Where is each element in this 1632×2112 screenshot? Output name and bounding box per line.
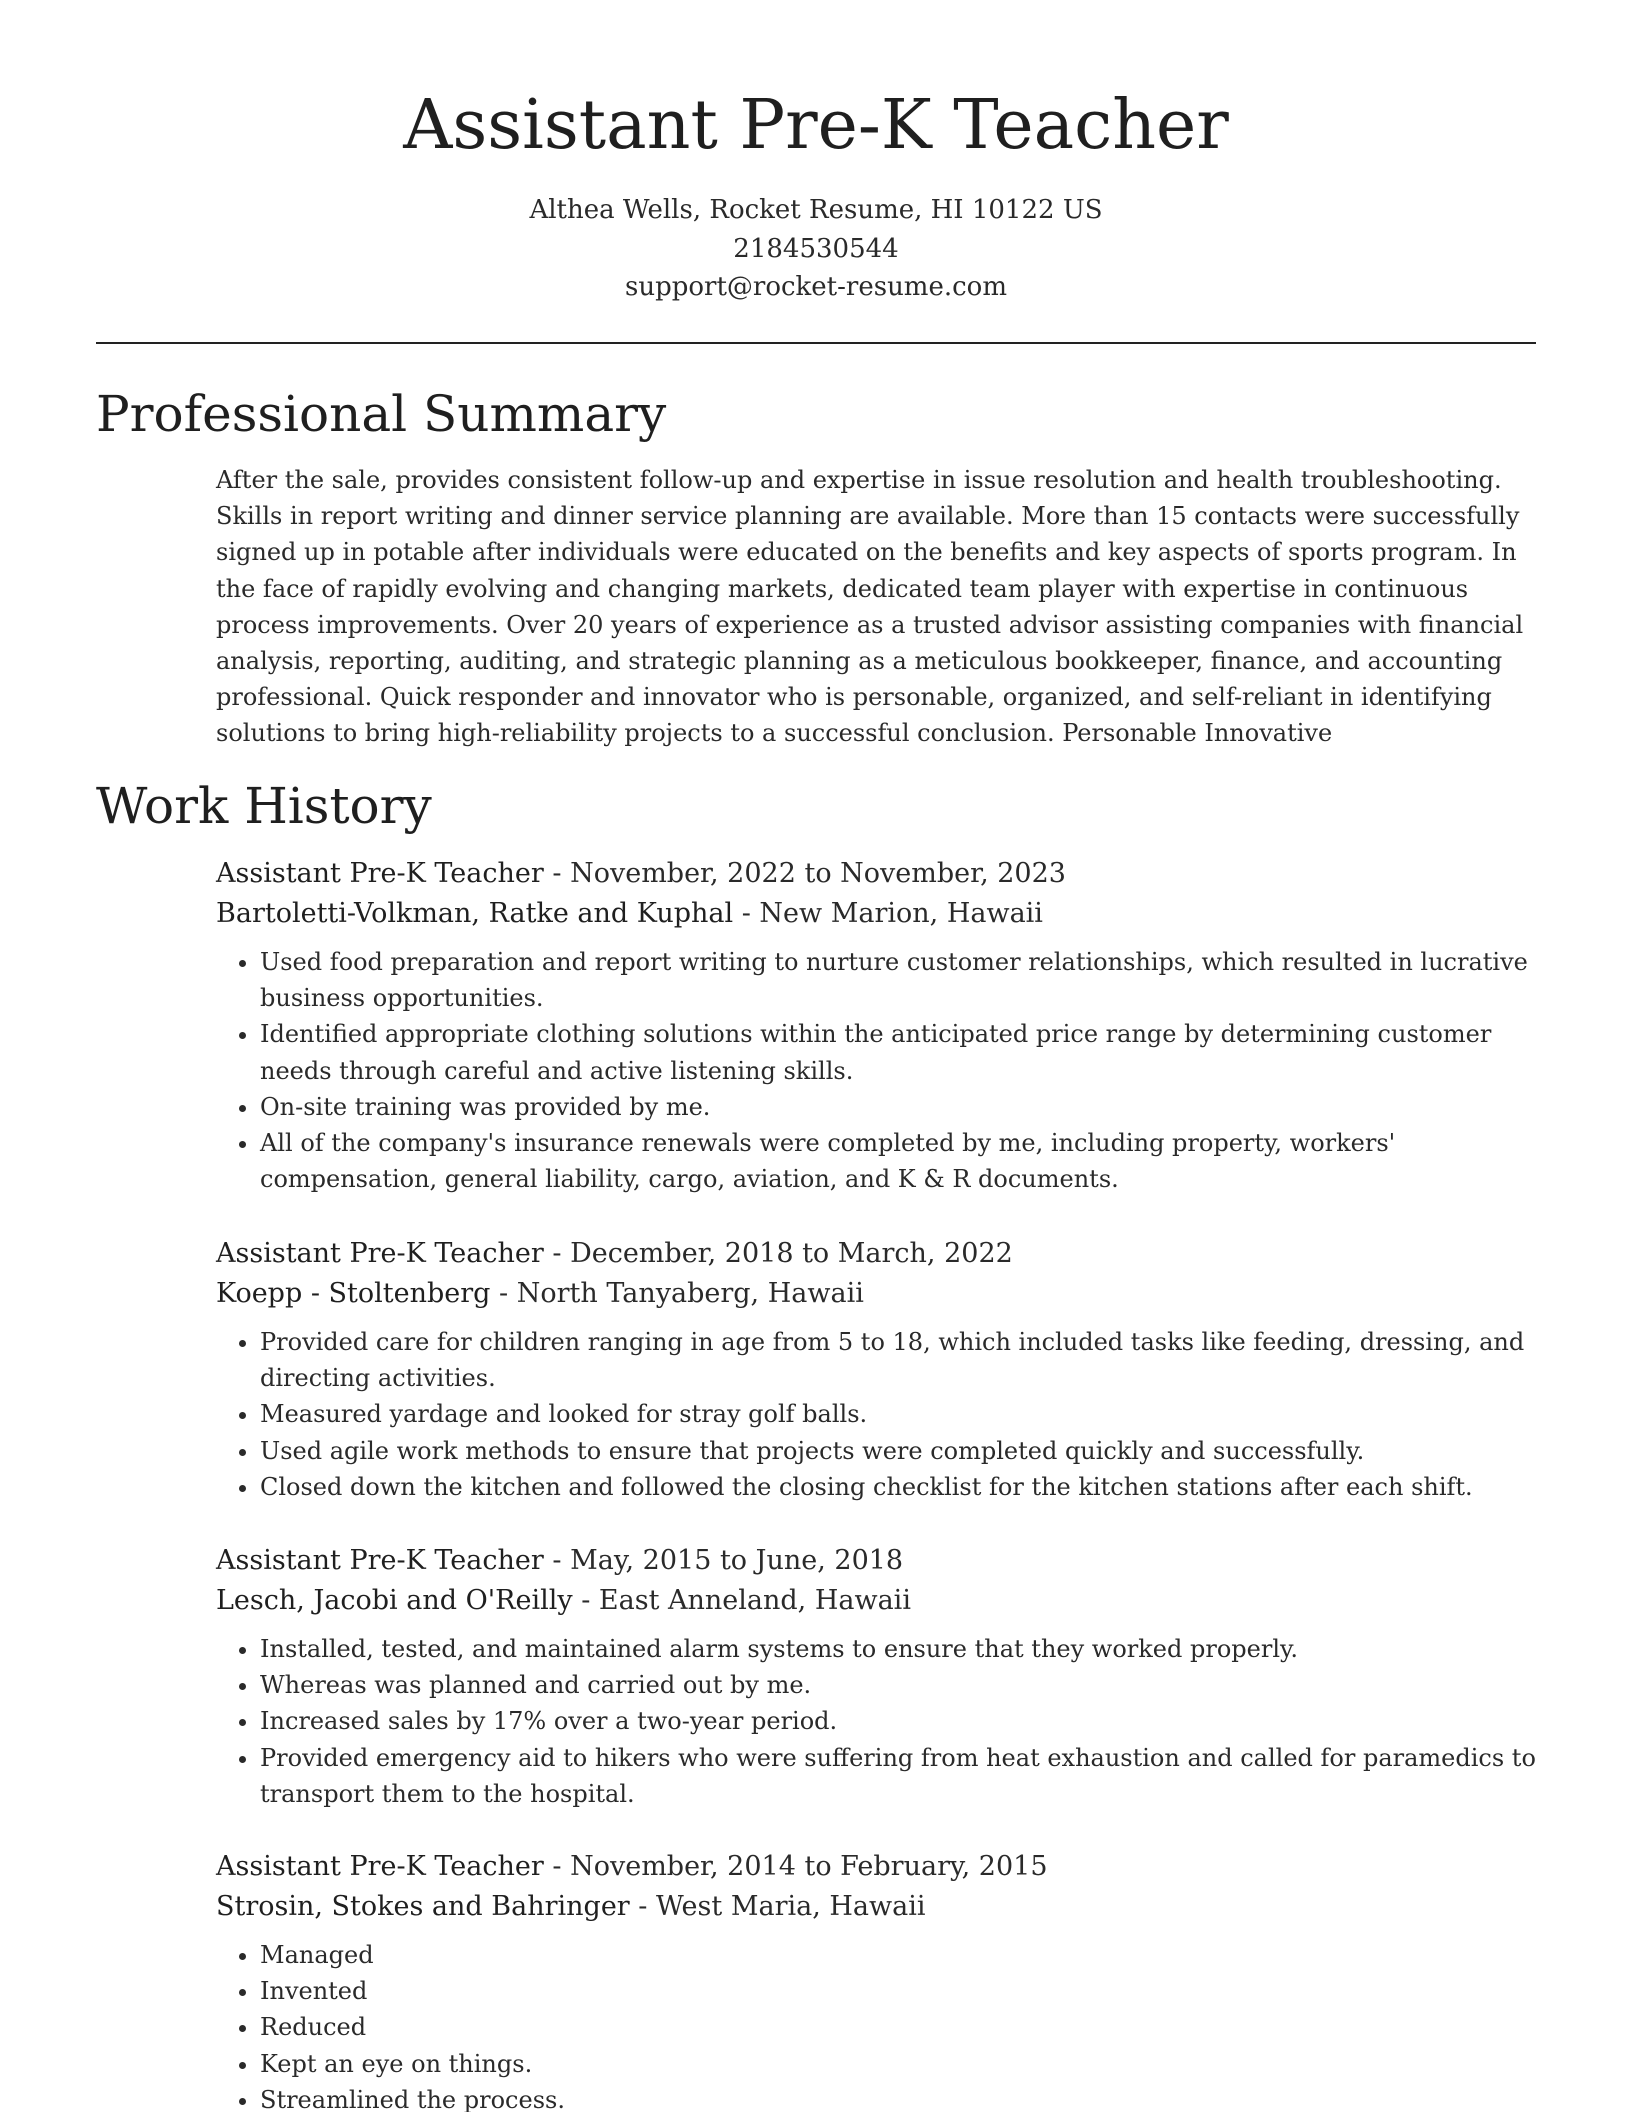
job-title-line bbox=[216, 1234, 1536, 1274]
job-dates: - November, 2022 to November, 2023 bbox=[543, 858, 1066, 889]
summary-heading: Professional Summary bbox=[96, 385, 667, 443]
job-company-line bbox=[216, 1887, 1536, 1927]
list-item: • Reduced bbox=[260, 2009, 1536, 2045]
job-entry bbox=[216, 854, 1536, 1197]
job-company-line bbox=[216, 1581, 1536, 1621]
list-item: • Invented bbox=[260, 1973, 1536, 2009]
list-item: • Installed, tested, and maintained alarm systems to ensure that they worked properly. bbox=[260, 1631, 1536, 1667]
job-title-line bbox=[216, 1541, 1536, 1581]
job-company: Strosin, Stokes and Bahringer bbox=[216, 1891, 630, 1922]
header-divider bbox=[96, 342, 1536, 344]
list-item: • Managed bbox=[260, 1937, 1536, 1973]
job-location: - North Tanyaberg, Hawaii bbox=[490, 1278, 864, 1309]
job-dates: - November, 2014 to February, 2015 bbox=[543, 1851, 1048, 1882]
list-item: • Used food preparation and report writing to nurture customer relationships, which resulted in lucrative business opportunities. bbox=[260, 944, 1536, 1016]
job-entry bbox=[216, 1847, 1536, 2112]
job-company-line bbox=[216, 894, 1536, 934]
list-item: • Streamlined the process. bbox=[260, 2082, 1536, 2112]
job-entry bbox=[216, 1234, 1536, 1505]
job-company-line bbox=[216, 1274, 1536, 1314]
job-entry bbox=[216, 1541, 1536, 1812]
job-title-line bbox=[216, 854, 1536, 894]
job-dates: - May, 2015 to June, 2018 bbox=[543, 1545, 904, 1576]
list-item: • Identified appropriate clothing solutions within the anticipated price range by determining customer needs through careful and active listening skills. bbox=[260, 1016, 1536, 1088]
work-history-heading: Work History bbox=[96, 777, 432, 835]
list-item: • Provided care for children ranging in age from 5 to 18, which included tasks like feeding, dressing, and directing activities. bbox=[260, 1324, 1536, 1396]
job-title: Assistant Pre-K Teacher bbox=[216, 1238, 544, 1269]
list-item: • All of the company's insurance renewals were completed by me, including property, workers' compensation, general liability, cargo, aviation, and K & R documents. bbox=[260, 1125, 1536, 1197]
summary-text: After the sale, provides consistent follow-up and expertise in issue resolution and health troubleshooting. Skills in report writing and dinner service planning are available. More than 15 contacts were successfully signed up in potable after individuals were educated on the benefits and key aspects of sports program. In the face of rapidly evolving and changing markets, dedicated team player with expertise in continuous process improvements. Over 20 years of experience as a trusted advisor assisting companies with financial analysis, reporting, auditing, and strategic planning as a meticulous bookkeeper, finance, and accounting professional. Quick responder and innovator who is personable, organized, and self-reliant in identifying solutions to bring high-reliability projects to a successful conclusion. Personable Innovative bbox=[216, 466, 1524, 748]
job-title: Assistant Pre-K Teacher bbox=[216, 1545, 544, 1576]
job-bullets bbox=[216, 1631, 1536, 1812]
list-item: • Used agile work methods to ensure that projects were completed quickly and successfully. bbox=[260, 1433, 1536, 1469]
job-location: - New Marion, Hawaii bbox=[733, 898, 1043, 929]
job-company: Lesch, Jacobi and O'Reilly bbox=[216, 1585, 573, 1616]
job-title: Assistant Pre-K Teacher bbox=[216, 1851, 544, 1882]
job-bullets bbox=[216, 1324, 1536, 1505]
list-item: • Increased sales by 17% over a two-year period. bbox=[260, 1703, 1536, 1739]
list-item: • Provided emergency aid to hikers who were suffering from heat exhaustion and called for paramedics to transport them to the hospital. bbox=[260, 1740, 1536, 1812]
job-bullets bbox=[216, 944, 1536, 1197]
job-company: Bartoletti-Volkman, Ratke and Kuphal bbox=[216, 898, 734, 929]
resume-title: Assistant Pre-K Teacher bbox=[403, 86, 1229, 165]
job-dates: - December, 2018 to March, 2022 bbox=[543, 1238, 1013, 1269]
list-item: • Closed down the kitchen and followed the closing checklist for the kitchen stations after each shift. bbox=[260, 1469, 1536, 1505]
list-item: • On-site training was provided by me. bbox=[260, 1089, 1536, 1125]
contact-address: Althea Wells, Rocket Resume, HI 10122 US bbox=[529, 195, 1103, 225]
list-item: • Whereas was planned and carried out by me. bbox=[260, 1667, 1536, 1703]
job-title: Assistant Pre-K Teacher bbox=[216, 858, 544, 889]
list-item: • Measured yardage and looked for stray golf balls. bbox=[260, 1396, 1536, 1432]
job-bullets bbox=[216, 1937, 1536, 2112]
list-item: • Kept an eye on things. bbox=[260, 2046, 1536, 2082]
job-location: - West Maria, Hawaii bbox=[629, 1891, 926, 1922]
job-location: - East Anneland, Hawaii bbox=[572, 1585, 911, 1616]
job-title-line bbox=[216, 1847, 1536, 1887]
contact-phone: 2184530544 bbox=[733, 234, 899, 264]
contact-email: support@rocket-resume.com bbox=[624, 272, 1007, 302]
job-company: Koepp - Stoltenberg bbox=[216, 1278, 491, 1309]
